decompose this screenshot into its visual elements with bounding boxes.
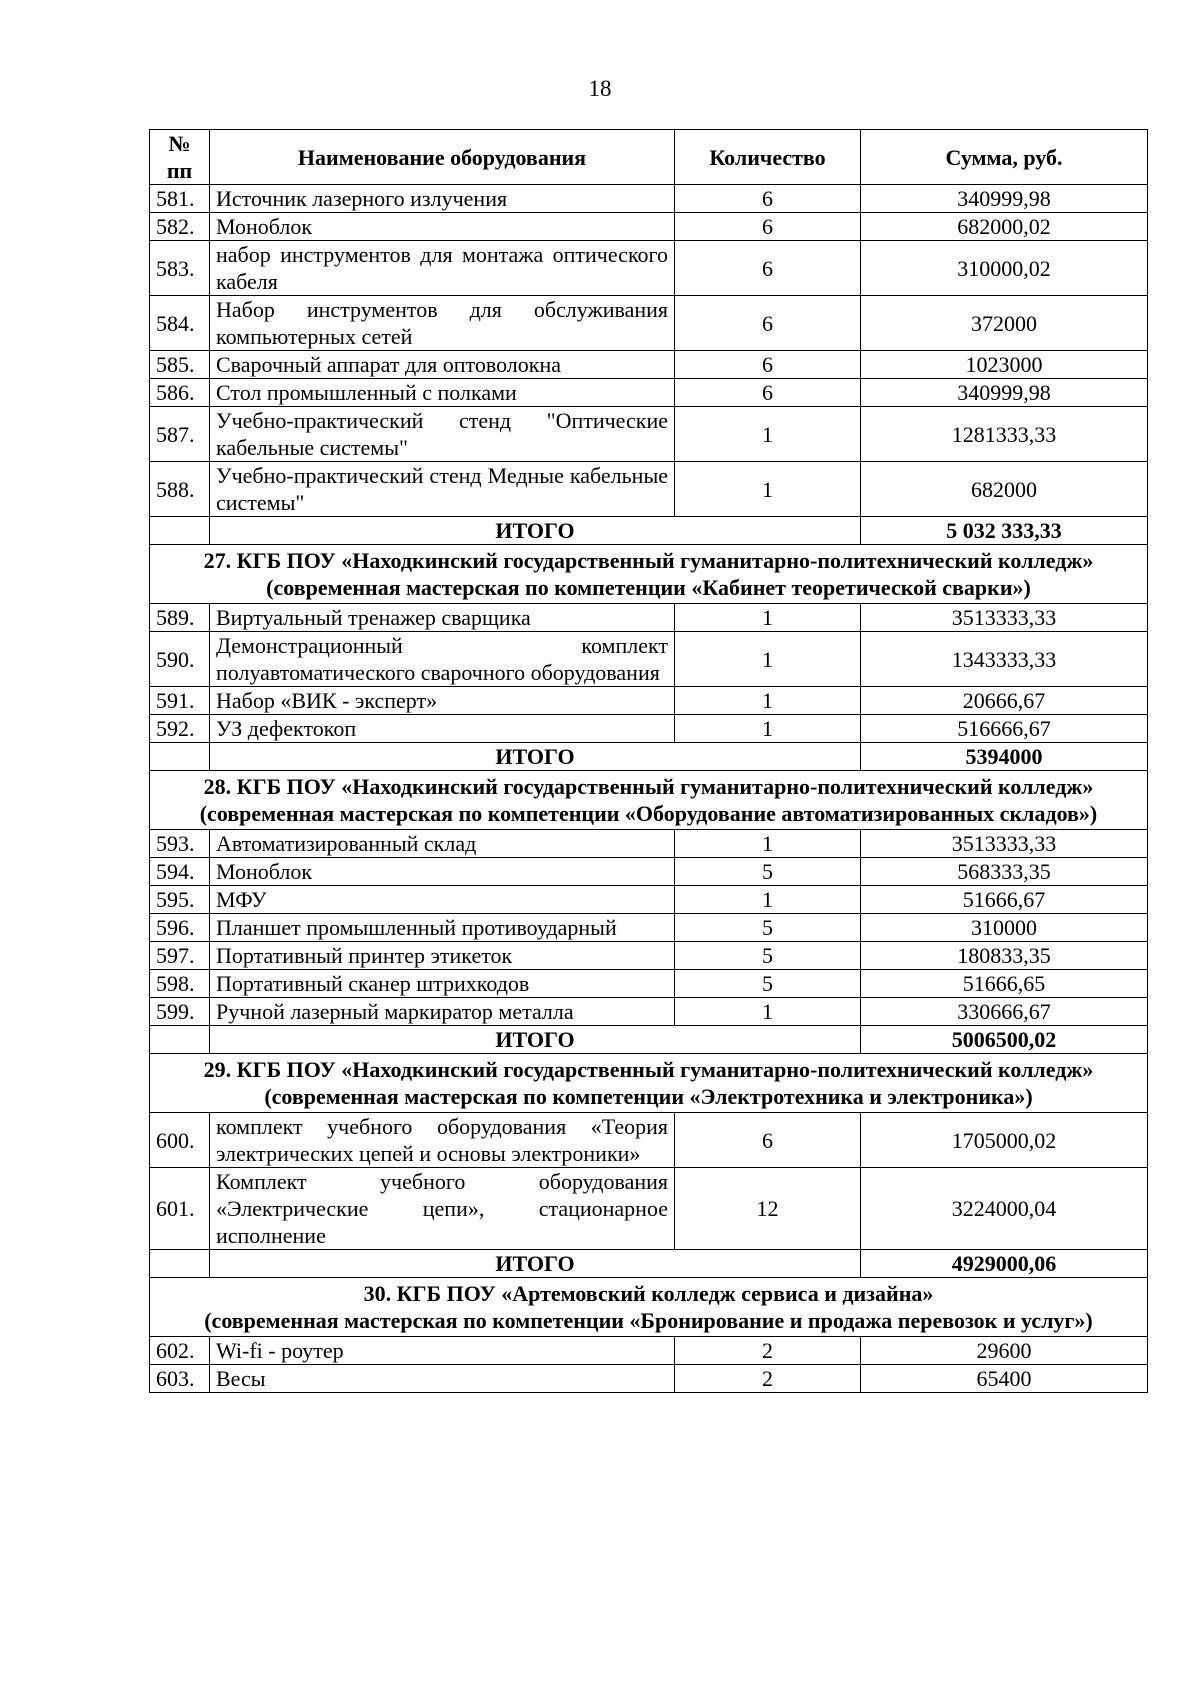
- total-empty-cell: [150, 1250, 210, 1278]
- equipment-quantity: 6: [675, 351, 861, 379]
- equipment-name: Учебно-практический стенд "Оптические кабельные системы": [210, 407, 675, 462]
- equipment-quantity: 2: [675, 1337, 861, 1365]
- header-name: Наименование оборудования: [210, 130, 675, 185]
- total-sum: 5 032 333,33: [861, 517, 1148, 545]
- equipment-name: Стол промышленный с полками: [210, 379, 675, 407]
- equipment-quantity: 6: [675, 296, 861, 351]
- equipment-sum: 682000: [861, 462, 1148, 517]
- row-number: 584.: [150, 296, 210, 351]
- equipment-quantity: 5: [675, 858, 861, 886]
- equipment-name: Комплект учебного оборудования «Электрические цепи», стационарное исполнение: [210, 1168, 675, 1250]
- table-row: [150, 970, 1148, 998]
- equipment-sum: 310000,02: [861, 241, 1148, 296]
- total-label: ИТОГО: [210, 517, 861, 545]
- section-workshop: (современная мастерская по компетенции «Бронирование и продажа перевозок и услуг»): [204, 1308, 1093, 1333]
- section-header-row: [150, 771, 1148, 830]
- row-number: 595.: [150, 886, 210, 914]
- equipment-quantity: 2: [675, 1365, 861, 1393]
- equipment-name: Весы: [210, 1365, 675, 1393]
- table-row: [150, 914, 1148, 942]
- row-number: 591.: [150, 687, 210, 715]
- equipment-quantity: 1: [675, 886, 861, 914]
- equipment-quantity: 6: [675, 185, 861, 213]
- table-header-row: [150, 130, 1148, 185]
- table-row: [150, 687, 1148, 715]
- equipment-quantity: 1: [675, 830, 861, 858]
- row-number: 592.: [150, 715, 210, 743]
- section-institution: 29. КГБ ПОУ «Находкинский государственный гуманитарно-политехнический колледж»: [203, 1057, 1094, 1082]
- equipment-sum: 330666,67: [861, 998, 1148, 1026]
- row-number: 601.: [150, 1168, 210, 1250]
- equipment-name: Набор инструментов для обслуживания компьютерных сетей: [210, 296, 675, 351]
- section-workshop: (современная мастерская по компетенции «Кабинет теоретической сварки»): [266, 575, 1031, 600]
- header-qty: Количество: [675, 130, 861, 185]
- equipment-name: УЗ дефектокоп: [210, 715, 675, 743]
- row-number: 597.: [150, 942, 210, 970]
- equipment-name: Виртуальный тренажер сварщика: [210, 604, 675, 632]
- header-sum: Сумма, руб.: [861, 130, 1148, 185]
- equipment-name: Портативный сканер штрихкодов: [210, 970, 675, 998]
- equipment-sum: 1281333,33: [861, 407, 1148, 462]
- section-workshop: (современная мастерская по компетенции «Оборудование автоматизированных складов»): [199, 801, 1098, 826]
- equipment-quantity: 1: [675, 687, 861, 715]
- total-row: [150, 1250, 1148, 1278]
- row-number: 588.: [150, 462, 210, 517]
- equipment-name: МФУ: [210, 886, 675, 914]
- equipment-sum: 516666,67: [861, 715, 1148, 743]
- equipment-sum: 180833,35: [861, 942, 1148, 970]
- table-row: [150, 858, 1148, 886]
- section-header: [150, 545, 1148, 604]
- equipment-quantity: 5: [675, 970, 861, 998]
- equipment-name: Сварочный аппарат для оптоволокна: [210, 351, 675, 379]
- table-row: [150, 351, 1148, 379]
- equipment-quantity: 6: [675, 1113, 861, 1168]
- equipment-quantity: 1: [675, 632, 861, 687]
- equipment-sum: 1705000,02: [861, 1113, 1148, 1168]
- table-row: [150, 830, 1148, 858]
- equipment-name: набор инструментов для монтажа оптического кабеля: [210, 241, 675, 296]
- equipment-sum: 51666,67: [861, 886, 1148, 914]
- row-number: 590.: [150, 632, 210, 687]
- total-empty-cell: [150, 517, 210, 545]
- total-row: [150, 517, 1148, 545]
- equipment-quantity: 6: [675, 379, 861, 407]
- equipment-sum: 682000,02: [861, 213, 1148, 241]
- equipment-name: комплект учебного оборудования «Теория электрических цепей и основы электроники»: [210, 1113, 675, 1168]
- table-row: [150, 1337, 1148, 1365]
- equipment-quantity: 5: [675, 914, 861, 942]
- total-label: ИТОГО: [210, 1026, 861, 1054]
- section-header-row: [150, 545, 1148, 604]
- table-row: [150, 998, 1148, 1026]
- table-row: [150, 407, 1148, 462]
- equipment-name: Моноблок: [210, 858, 675, 886]
- table-row: [150, 632, 1148, 687]
- equipment-sum: 310000: [861, 914, 1148, 942]
- total-empty-cell: [150, 743, 210, 771]
- row-number: 585.: [150, 351, 210, 379]
- equipment-sum: 340999,98: [861, 379, 1148, 407]
- row-number: 594.: [150, 858, 210, 886]
- equipment-sum: 568333,35: [861, 858, 1148, 886]
- equipment-table: [149, 129, 1148, 1393]
- total-empty-cell: [150, 1026, 210, 1054]
- equipment-sum: 3513333,33: [861, 604, 1148, 632]
- row-number: 600.: [150, 1113, 210, 1168]
- section-workshop: (современная мастерская по компетенции «Электротехника и электроника»): [264, 1084, 1033, 1109]
- equipment-table-body: [150, 130, 1148, 1393]
- equipment-quantity: 1: [675, 407, 861, 462]
- row-number: 599.: [150, 998, 210, 1026]
- equipment-quantity: 1: [675, 998, 861, 1026]
- section-header: [150, 771, 1148, 830]
- row-number: 603.: [150, 1365, 210, 1393]
- table-row: [150, 462, 1148, 517]
- equipment-sum: 3513333,33: [861, 830, 1148, 858]
- section-header-row: [150, 1278, 1148, 1337]
- row-number: 593.: [150, 830, 210, 858]
- section-header: [150, 1054, 1148, 1113]
- equipment-sum: 1023000: [861, 351, 1148, 379]
- equipment-name: Моноблок: [210, 213, 675, 241]
- table-row: [150, 241, 1148, 296]
- equipment-name: Ручной лазерный маркиратор металла: [210, 998, 675, 1026]
- equipment-quantity: 1: [675, 604, 861, 632]
- table-row: [150, 213, 1148, 241]
- table-row: [150, 1168, 1148, 1250]
- row-number: 581.: [150, 185, 210, 213]
- section-header-row: [150, 1054, 1148, 1113]
- equipment-name: Учебно-практический стенд Медные кабельные системы": [210, 462, 675, 517]
- total-sum: 5006500,02: [861, 1026, 1148, 1054]
- row-number: 596.: [150, 914, 210, 942]
- equipment-name: Портативный принтер этикеток: [210, 942, 675, 970]
- total-label: ИТОГО: [210, 1250, 861, 1278]
- equipment-sum: 1343333,33: [861, 632, 1148, 687]
- section-institution: 27. КГБ ПОУ «Находкинский государственный гуманитарно-политехнический колледж»: [203, 548, 1094, 573]
- table-row: [150, 185, 1148, 213]
- total-sum: 5394000: [861, 743, 1148, 771]
- equipment-quantity: 12: [675, 1168, 861, 1250]
- total-row: [150, 743, 1148, 771]
- equipment-name: Планшет промышленный противоударный: [210, 914, 675, 942]
- equipment-sum: 29600: [861, 1337, 1148, 1365]
- table-row: [150, 296, 1148, 351]
- equipment-sum: 51666,65: [861, 970, 1148, 998]
- section-institution: 28. КГБ ПОУ «Находкинский государственный гуманитарно-политехнический колледж»: [203, 774, 1094, 799]
- equipment-sum: 340999,98: [861, 185, 1148, 213]
- total-sum: 4929000,06: [861, 1250, 1148, 1278]
- row-number: 589.: [150, 604, 210, 632]
- header-num: № пп: [150, 130, 210, 185]
- row-number: 598.: [150, 970, 210, 998]
- equipment-sum: 65400: [861, 1365, 1148, 1393]
- row-number: 586.: [150, 379, 210, 407]
- total-row: [150, 1026, 1148, 1054]
- equipment-quantity: 1: [675, 462, 861, 517]
- section-header: [150, 1278, 1148, 1337]
- equipment-name: Wi-fi - роутер: [210, 1337, 675, 1365]
- table-row: [150, 1113, 1148, 1168]
- equipment-quantity: 6: [675, 213, 861, 241]
- table-row: [150, 715, 1148, 743]
- equipment-quantity: 1: [675, 715, 861, 743]
- table-row: [150, 379, 1148, 407]
- equipment-name: Источник лазерного излучения: [210, 185, 675, 213]
- equipment-quantity: 5: [675, 942, 861, 970]
- row-number: 583.: [150, 241, 210, 296]
- equipment-sum: 20666,67: [861, 687, 1148, 715]
- equipment-quantity: 6: [675, 241, 861, 296]
- table-row: [150, 886, 1148, 914]
- row-number: 587.: [150, 407, 210, 462]
- table-row: [150, 942, 1148, 970]
- section-institution: 30. КГБ ПОУ «Артемовский колледж сервиса и дизайна»: [363, 1281, 934, 1306]
- equipment-sum: 372000: [861, 296, 1148, 351]
- equipment-name: Демонстрационный комплект полуавтоматического сварочного оборудования: [210, 632, 675, 687]
- table-row: [150, 604, 1148, 632]
- row-number: 582.: [150, 213, 210, 241]
- equipment-name: Автоматизированный склад: [210, 830, 675, 858]
- equipment-sum: 3224000,04: [861, 1168, 1148, 1250]
- total-label: ИТОГО: [210, 743, 861, 771]
- page-number: 18: [588, 76, 612, 101]
- table-row: [150, 1365, 1148, 1393]
- equipment-name: Набор «ВИК - эксперт»: [210, 687, 675, 715]
- row-number: 602.: [150, 1337, 210, 1365]
